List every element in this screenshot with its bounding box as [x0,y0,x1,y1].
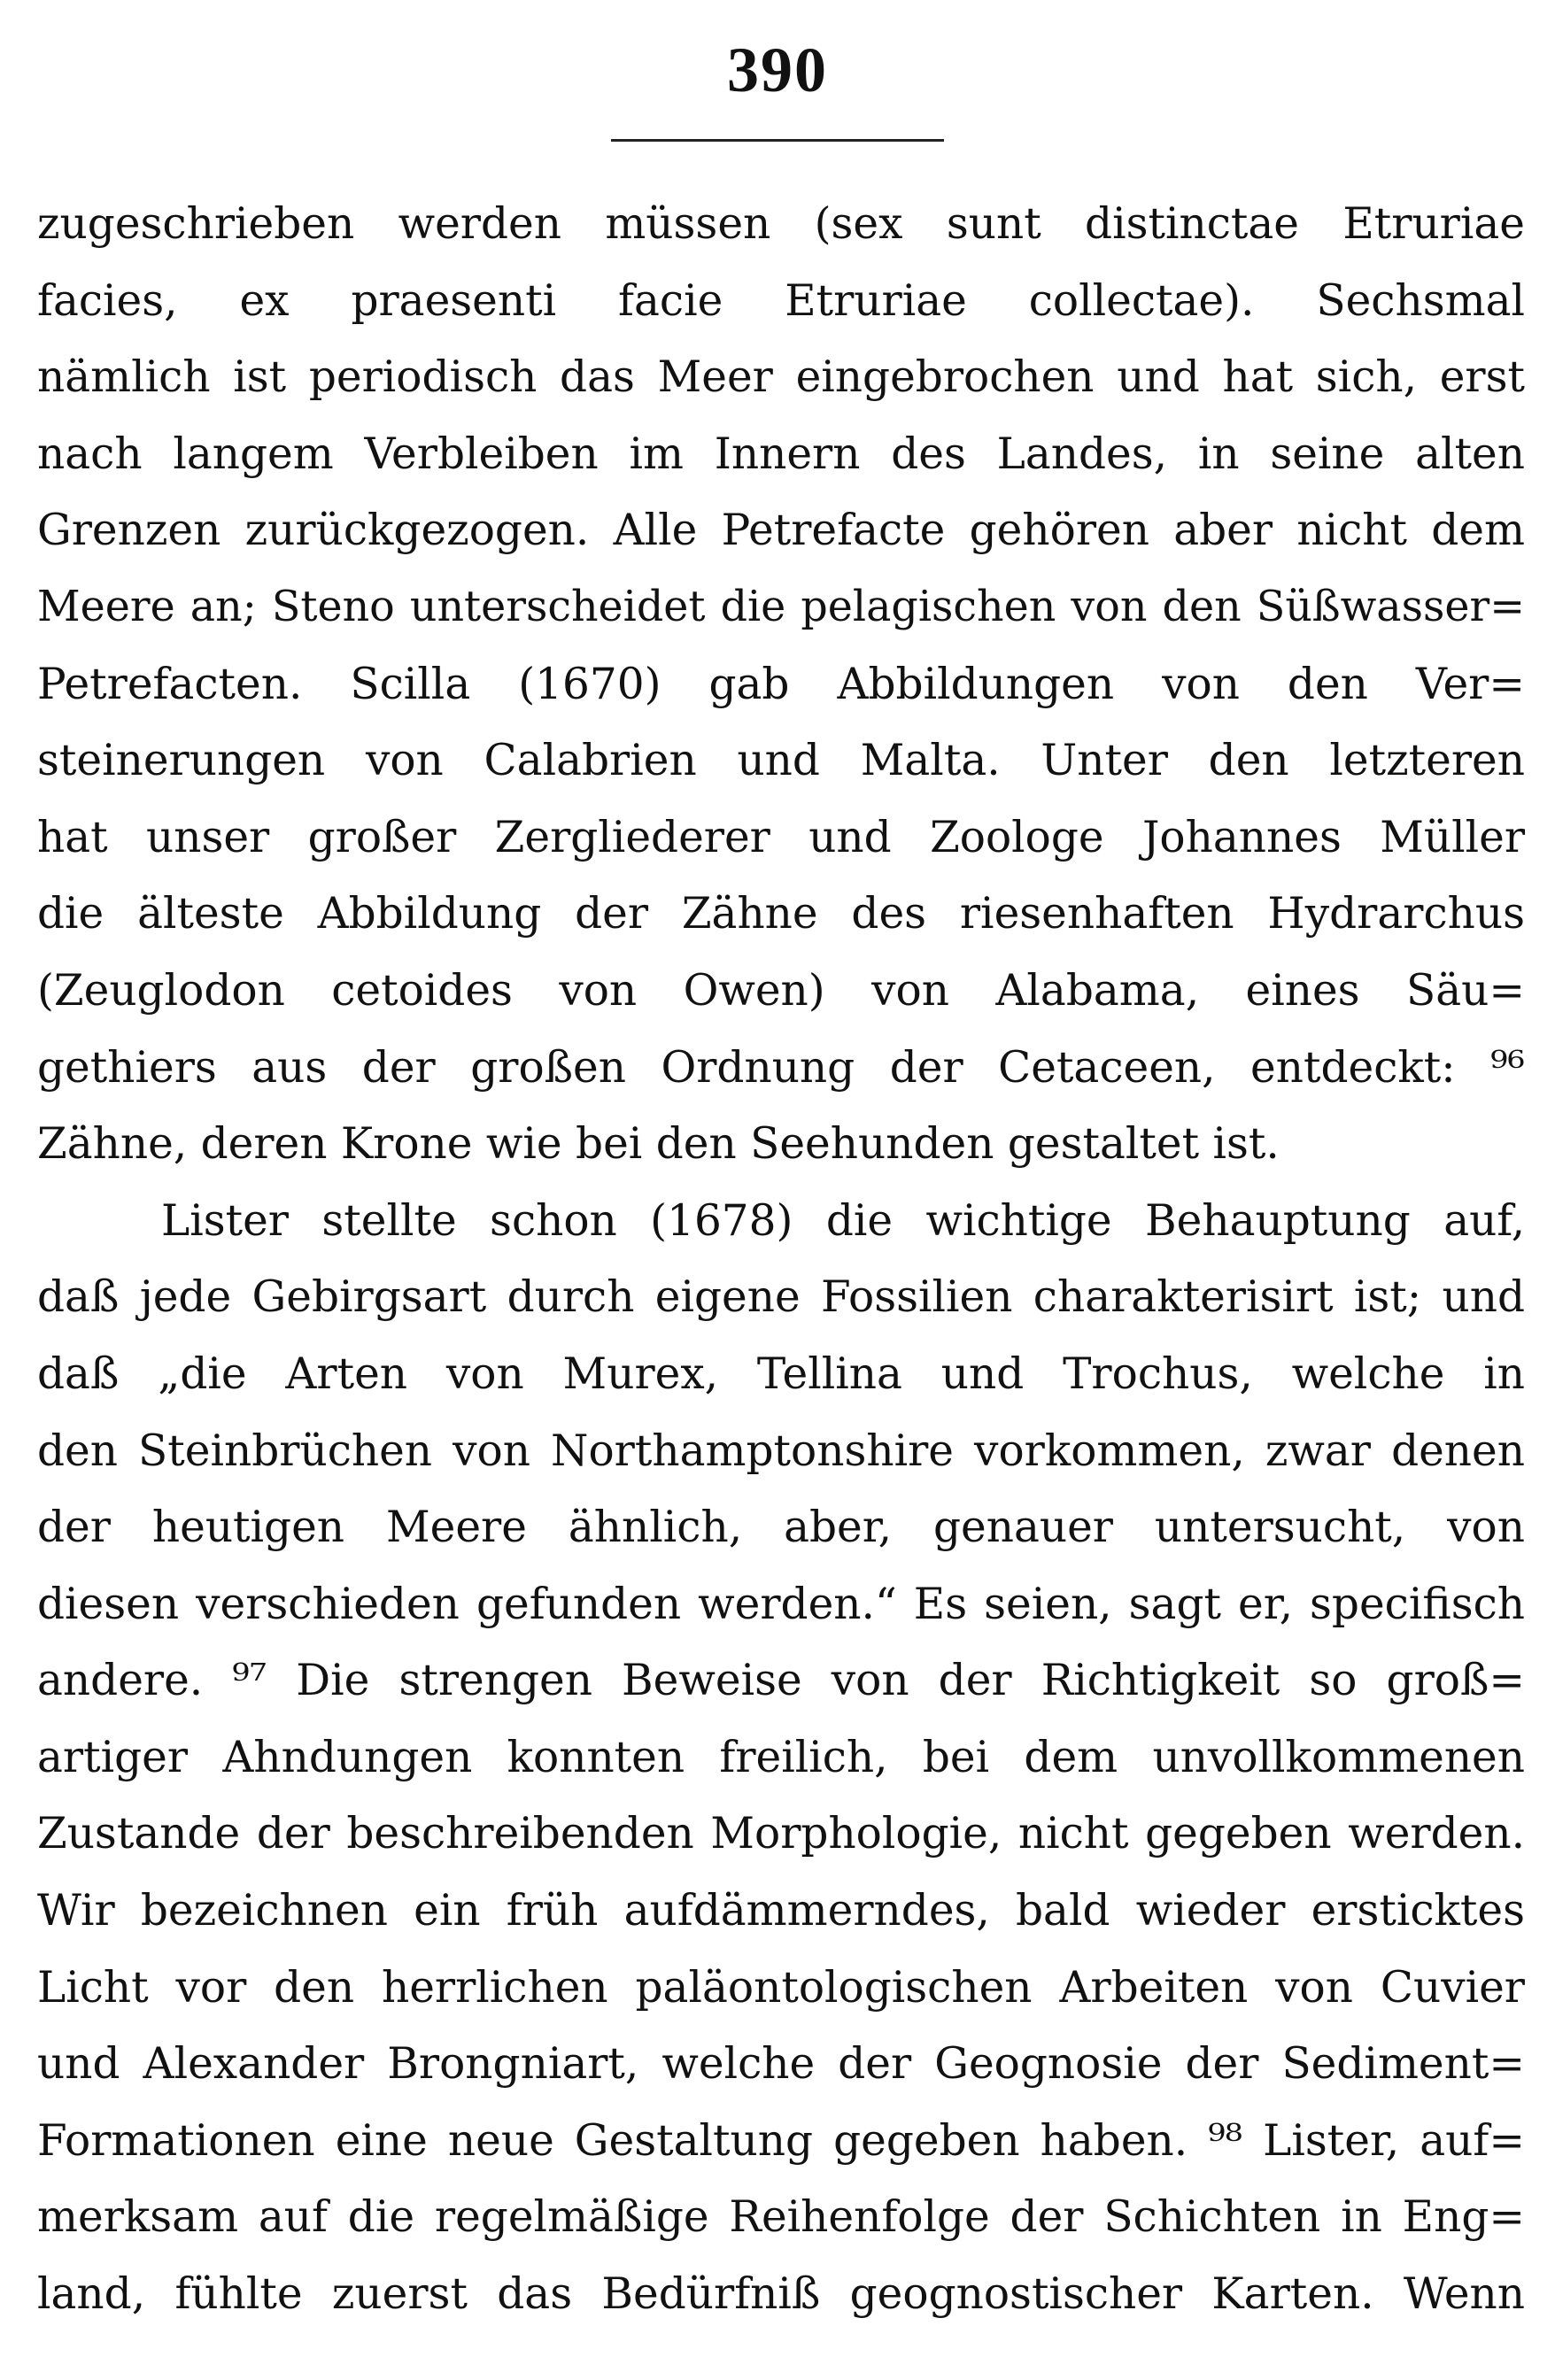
text-line: Grenzen zurückgezogen. Alle Petrefacte gehören aber nicht dem [37,506,1525,556]
text-line: nämlich ist periodisch das Meer eingebrochen und hat sich, erst [37,352,1525,403]
text-line: und Alexander Brongniart, welche der Geognosie der Sediment= [37,2039,1525,2090]
text-line: (Zeuglodon cetoides von Owen) von Alabama, eines Säu= [37,965,1525,1016]
text-line: gethiers aus der großen Ordnung der Cetaceen, entdeckt: ⁹⁶ [37,1042,1525,1093]
text-line: daß „die Arten von Murex, Tellina und Trochus, welche in [37,1348,1525,1399]
text-line: Petrefacten. Scilla (1670) gab Abbildungen von den Ver= [37,659,1525,709]
text-line: zugeschrieben werden müssen (sex sunt distinctae Etruriae [37,199,1525,249]
text-line: steinerungen von Calabrien und Malta. Unter den letzteren [37,736,1525,786]
text-line: andere. ⁹⁷ Die strengen Beweise von der Richtigkeit so groß= [37,1656,1525,1706]
text-line: die älteste Abbildung der Zähne des riesenhaften Hydrarchus [37,889,1525,939]
header-rule [611,139,944,142]
text-line: den Steinbrüchen von Northamptonshire vorkommen, zwar denen [37,1426,1525,1476]
text-line: daß jede Gebirgsart durch eigene Fossilien charakterisirt ist; und [37,1272,1525,1323]
text-line: Lister stellte schon (1678) die wichtige Behauptung auf, [161,1195,1525,1246]
text-line: der heutigen Meere ähnlich, aber, genauer untersucht, von [37,1503,1525,1553]
text-line: facies, ex praesenti facie Etruriae collectae). Sechsmal [37,275,1525,326]
text-line: diesen verschieden gefunden werden.“ Es seien, sagt er, specifisch [37,1579,1525,1629]
text-line: land, fühlte zuerst das Bedürfniß geognostischer Karten. Wenn [37,2269,1525,2320]
text-line: Licht vor den herrlichen paläontologischen Arbeiten von Cuvier [37,1962,1525,2013]
body-text [37,186,1525,2333]
page-number: 390 [727,35,828,105]
text-line: hat unser großer Zergliederer und Zoologe Johannes Müller [37,812,1525,862]
text-line: Meere an; Steno unterscheidet die pelagischen von den Süßwasser= [37,582,1525,631]
text-line: Zähne, deren Krone wie bei den Seehunden gestaltet ist. [37,1119,1280,1170]
text-line: merksam auf die regelmäßige Reihenfolge der Schichten in Eng= [37,2192,1525,2243]
text-line: Zustande der beschreibenden Morphologie, nicht gegeben werden. [37,1809,1525,1859]
text-line: nach langem Verbleiben im Innern des Landes, in seine alten [37,429,1525,479]
text-line: Formationen eine neue Gestaltung gegeben haben. ⁹⁸ Lister, auf= [37,2115,1525,2166]
text-line: Wir bezeichnen ein früh aufdämmerndes, bald wieder ersticktes [37,1886,1525,1936]
text-line: artiger Ahndungen konnten freilich, bei dem unvollkommenen [37,1732,1525,1782]
